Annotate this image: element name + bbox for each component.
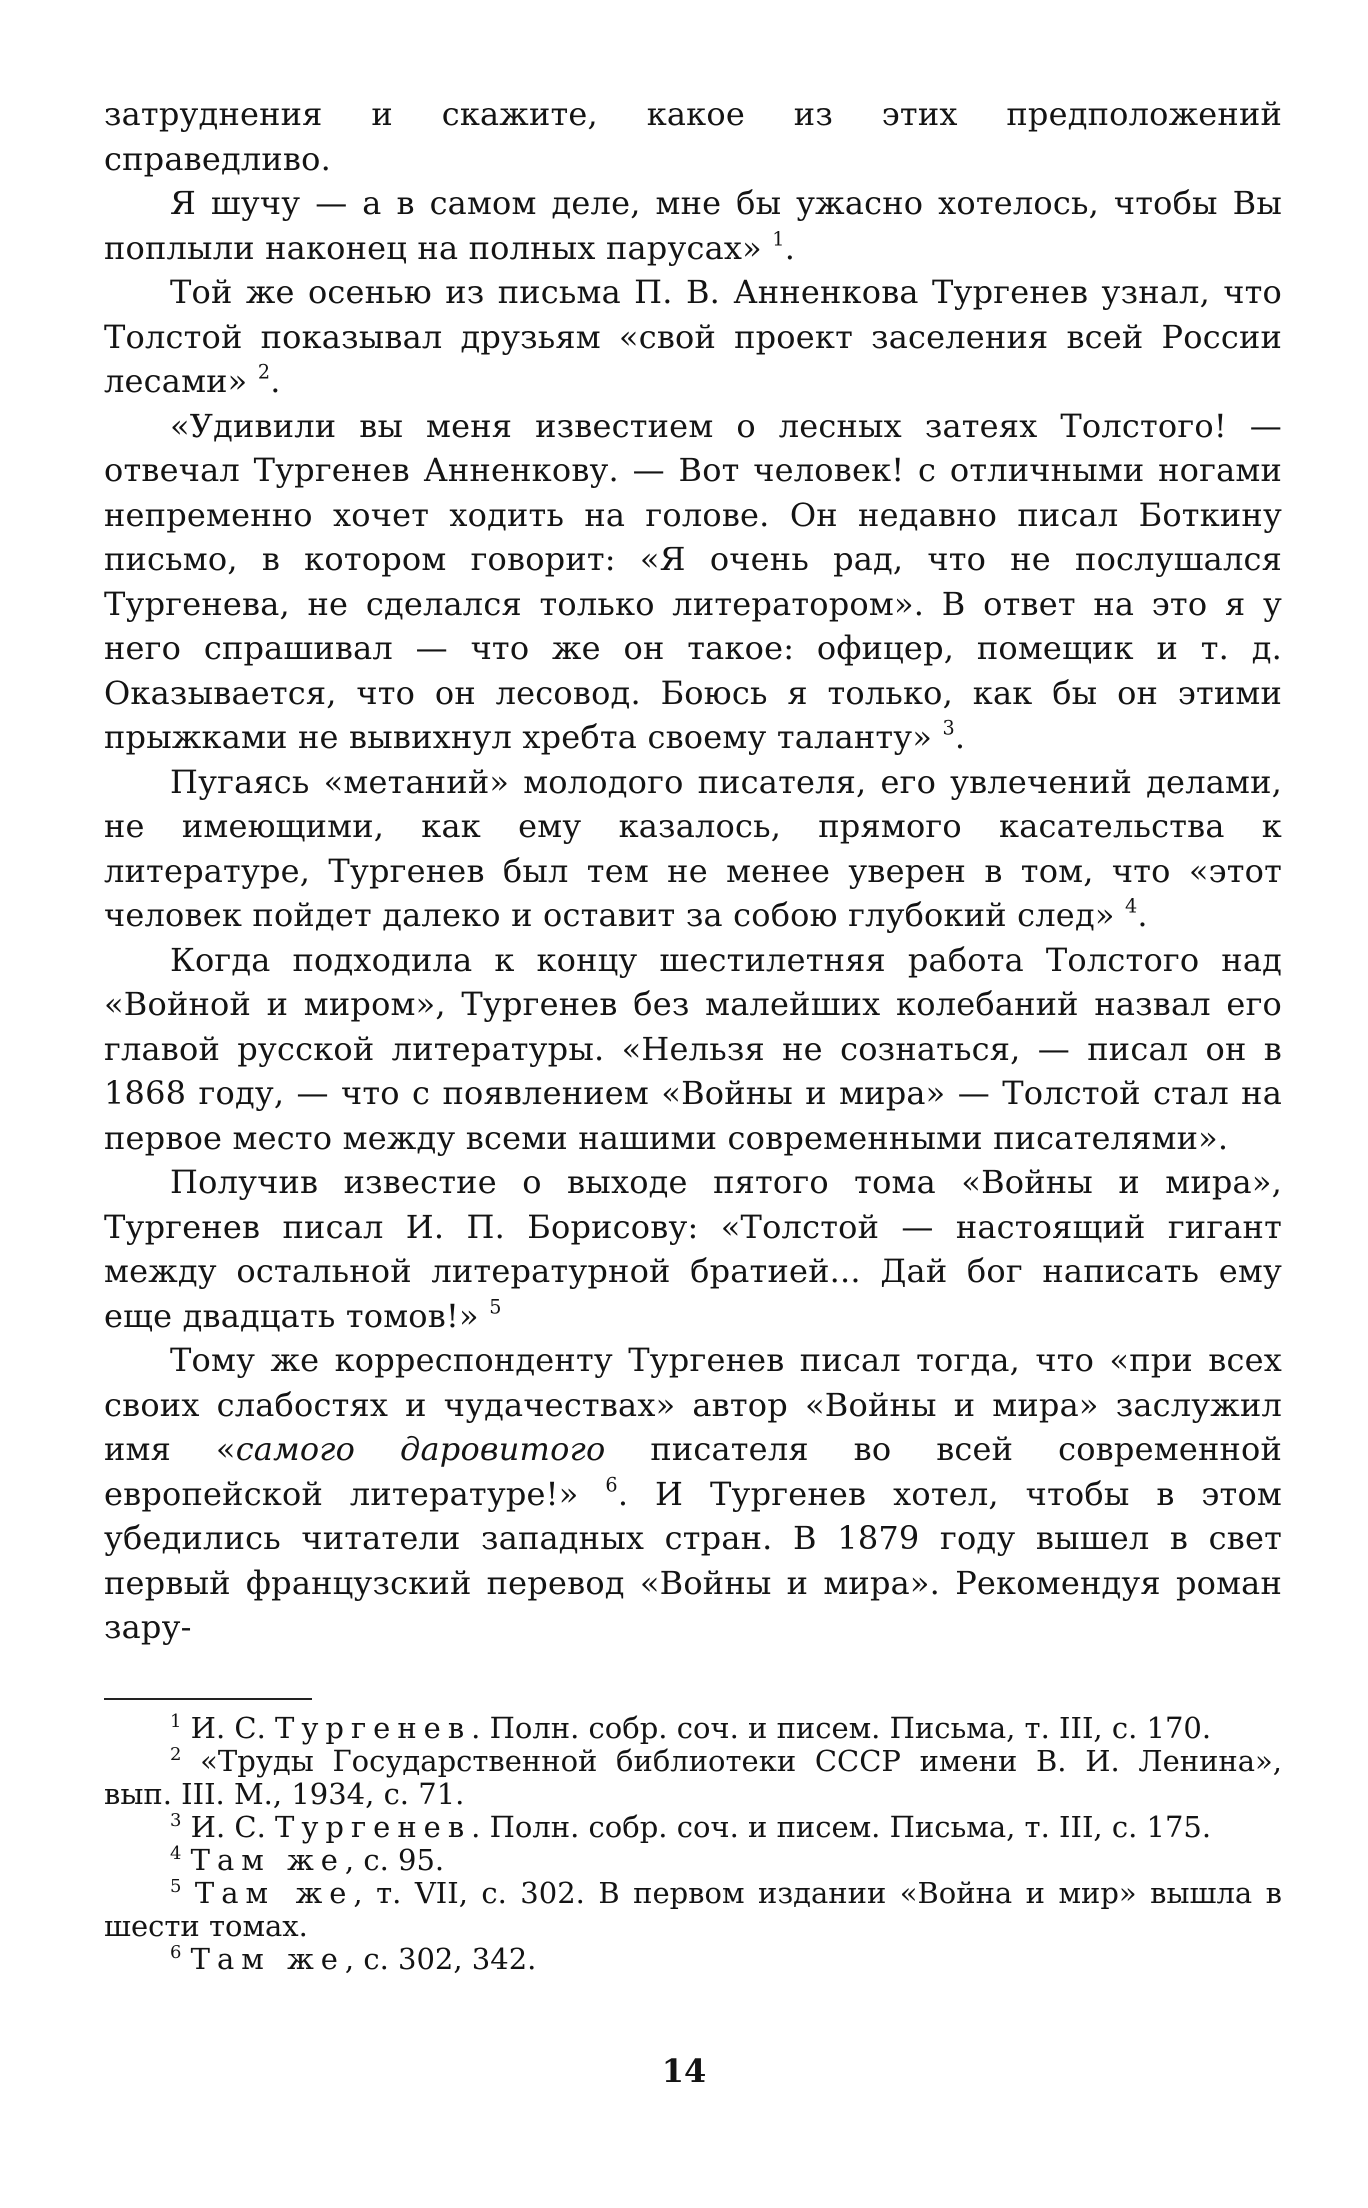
footnote-ref: 4: [1125, 894, 1138, 918]
footnote-ref: 6: [605, 1473, 618, 1497]
footnote-text: , т. VII, с. 302. В первом издании «Война и мир» вышла в шести томах.: [104, 1876, 1283, 1943]
text-run: .: [1137, 896, 1148, 934]
footnote-text: «Труды Государственной библиотеки СССР имени В. И. Ленина», вып. III. М., 1934, с. 71.: [104, 1744, 1283, 1811]
footnote-ref: 2: [257, 360, 271, 384]
paragraph: [104, 1160, 1282, 1338]
text-run: Я шучу — а в самом деле, мне бы ужасно хотелось, чтобы Вы поплыли наконец на полных парусах»: [104, 184, 1282, 267]
text-run: писателя во всей современной европейской литературе!»: [104, 1430, 1283, 1513]
footnote-ref: 3: [942, 716, 955, 740]
footnote-number: 3: [170, 1810, 182, 1832]
footnote-ref: 1: [772, 227, 785, 251]
footnote-number: 1: [170, 1711, 182, 1733]
footnote-text: , с. 302, 342.: [344, 1942, 537, 1976]
text-run: .: [784, 228, 796, 267]
footnote-ref: 5: [489, 1295, 502, 1319]
text-run: Тому же корреспонденту Тургенев писал тогда, что «при всех своих слабостях и чудачествах» автор «Войны и мира» заслужил имя «: [104, 1341, 1282, 1468]
paragraph: [104, 938, 1282, 1161]
paragraph: [104, 1338, 1282, 1650]
paragraph: [104, 181, 1282, 270]
text-run: Пугаясь «метаний» молодого писателя, его увлечений делами, не имеющими, как ему казалось, прямого касательства к литературе, Тургенев был тем не менее уверен в том, что «этот человек пойдет далеко и оставит за собою глубокий след»: [104, 762, 1282, 934]
page-number: 14: [661, 2052, 707, 2090]
footnote-divider: [104, 1698, 312, 1700]
main-text: [104, 92, 1282, 1650]
footnote-text: И. С.: [190, 1711, 276, 1745]
footnote-number: 5: [170, 1876, 182, 1898]
spaced-name: Там же: [190, 1942, 345, 1976]
text-run: затруднения и скажите, какое из этих предположений справедливо.: [104, 95, 1282, 178]
footnote: [104, 1811, 1282, 1844]
text-run: .: [954, 718, 966, 756]
paragraph: [104, 92, 1282, 181]
footnote-text: . Полн. собр. соч. и писем. Письма, т. III, с. 175.: [471, 1810, 1212, 1844]
spaced-name: Тургенев: [275, 1711, 472, 1745]
footnote-number: 2: [170, 1744, 182, 1766]
spaced-name: Там же: [190, 1843, 345, 1877]
paragraph: [104, 760, 1282, 938]
footnote: [104, 1943, 1282, 1976]
footnote-number: 4: [170, 1843, 182, 1865]
text-run: Той же осенью из письма П. В. Анненкова Тургенев узнал, что Толстой показывал друзьям «свой проект заселения всей России лесами»: [104, 273, 1282, 400]
text-run: «Удивили вы меня известием о лесных затеях Толстого! — отвечал Тургенев Анненкову. — Вот человек! с отличными ногами непременно хочет ходить на голове. Он недавно писал Боткину письмо, в котором говорит: «Я очень рад, что не послушался Тургенева, не сделался только литератором». В ответ на это я у него спрашивал — что же он такое: офицер, помещик и т. д. Оказывается, что он лесовод. Боюсь я только, как бы он этими прыжками не вывихнул хребта своему таланту»: [104, 406, 1282, 756]
footnote-number: 6: [170, 1942, 182, 1964]
paragraph: [104, 404, 1282, 760]
text-run: . И Тургенев хотел, чтобы в этом убедились читатели западных стран. В 1879 году вышел в свет первый французский перевод «Войны и мира». Рекомендуя роман зару-: [104, 1474, 1283, 1646]
footnote-text: . Полн. собр. соч. и писем. Письма, т. III, с. 170.: [471, 1711, 1212, 1745]
footnote-text: , с. 95.: [344, 1843, 445, 1877]
footnote: [104, 1844, 1282, 1877]
text-run: .: [270, 362, 281, 400]
paragraph: [104, 270, 1282, 404]
footnote-text: И. С.: [190, 1810, 276, 1844]
footnotes: [104, 1712, 1282, 1976]
footnote: [104, 1745, 1282, 1811]
footnote: [104, 1712, 1282, 1745]
text-run: Получив известие о выходе пятого тома «Войны и мира», Тургенев писал И. П. Борисову: «Толстой — настоящий гигант между остальной литературной братией... Дай бог написать ему еще двадцать томов!»: [104, 1163, 1282, 1335]
text-run: Когда подходила к концу шестилетняя работа Толстого над «Войной и миром», Тургенев без малейших колебаний назвал его главой русской литературы. «Нельзя не сознаться, — писал он в 1868 году, — что с появлением «Войны и мира» — Толстой стал на первое место между всеми нашими современными писателями».: [104, 940, 1282, 1157]
emphasis-text: самого даровитого: [235, 1430, 606, 1468]
spaced-name: Там же: [194, 1876, 354, 1910]
spaced-name: Тургенев: [275, 1810, 472, 1844]
footnote: [104, 1877, 1282, 1943]
